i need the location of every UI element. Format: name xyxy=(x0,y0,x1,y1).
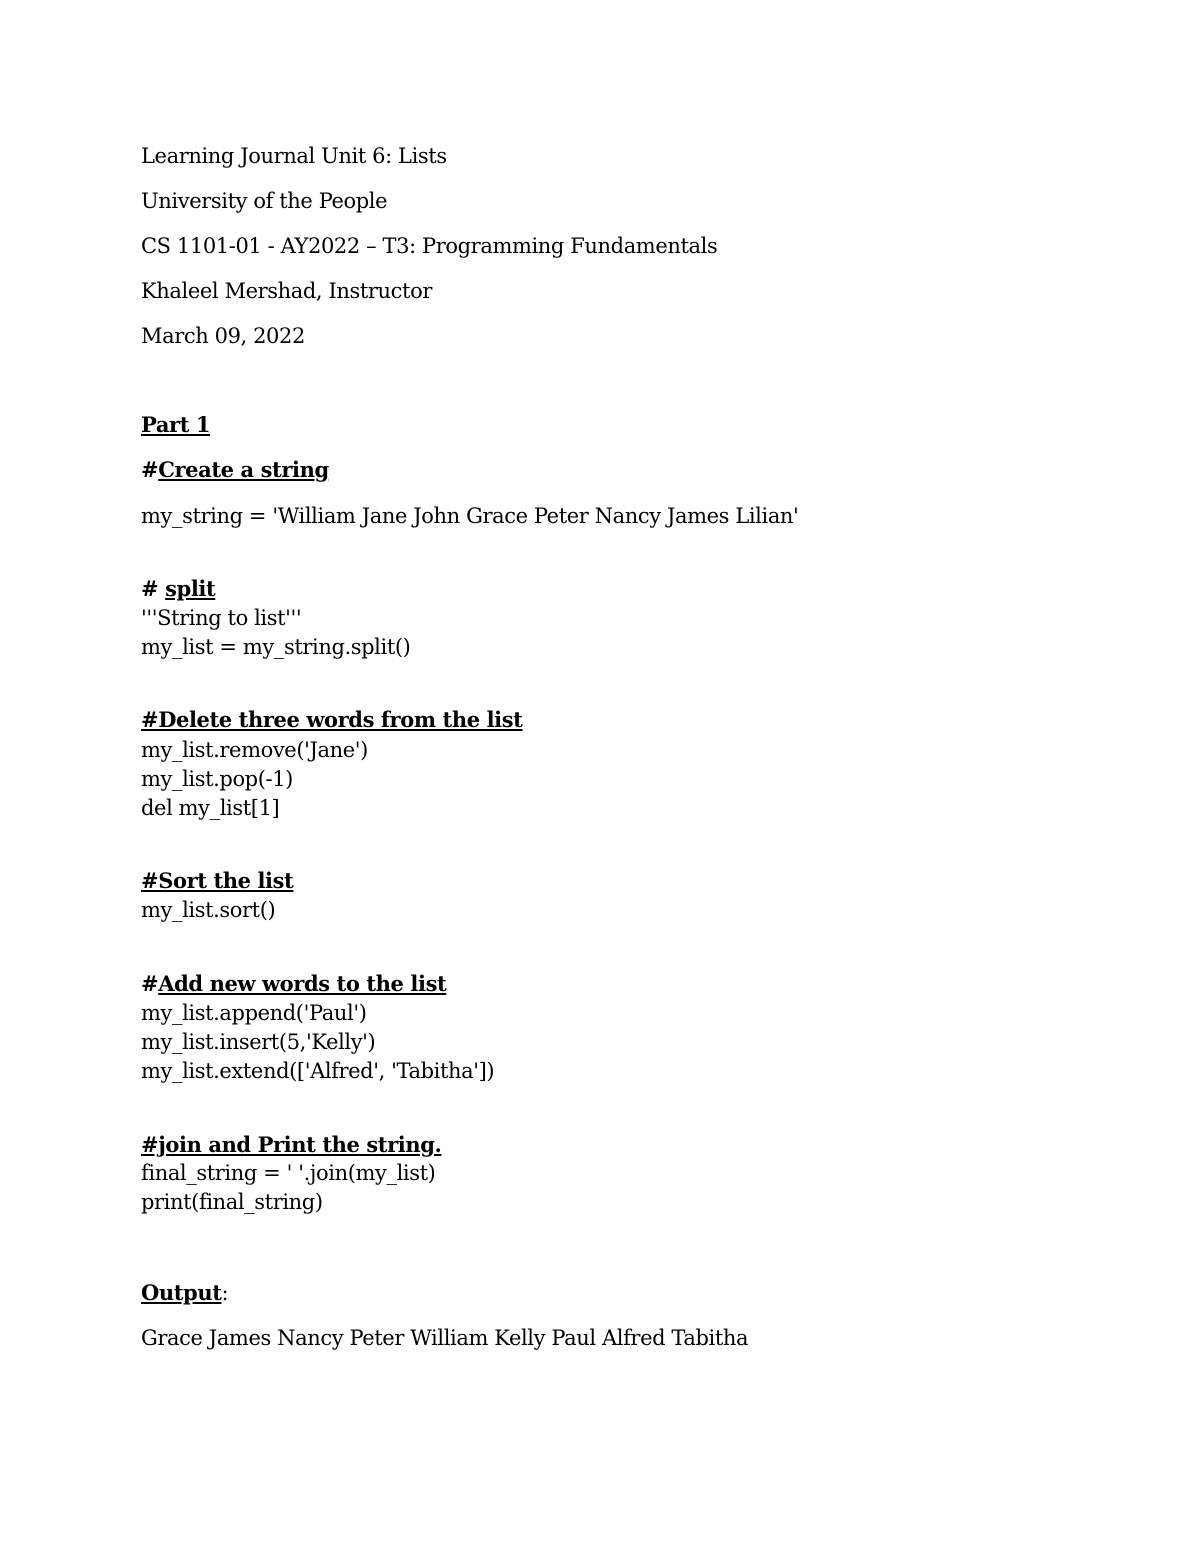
output-colon: : xyxy=(221,1281,229,1305)
course-name: CS 1101-01 - AY2022 – T3: Programming Fundamentals xyxy=(141,234,718,258)
code-line-create: my_string = 'William Jane John Grace Peter Nancy James Lilian' xyxy=(141,504,799,528)
add-hash: # xyxy=(141,971,159,996)
split-label: split xyxy=(165,576,216,601)
code-line-docstring: '''String to list''' xyxy=(141,606,302,630)
code-line-remove: my_list.remove('Jane') xyxy=(141,738,368,762)
output-label: Output xyxy=(141,1280,222,1305)
part1-heading xyxy=(141,412,210,438)
split-hash: # xyxy=(141,576,166,601)
code-line-join: final_string = ' '.join(my_list) xyxy=(141,1161,436,1185)
document-date: March 09, 2022 xyxy=(141,324,305,348)
output-text: Grace James Nancy Peter William Kelly Paul Alfred Tabitha xyxy=(141,1326,749,1350)
delete-label: #Delete three words from the list xyxy=(141,707,523,732)
code-line-extend: my_list.extend(['Alfred', 'Tabitha']) xyxy=(141,1059,495,1083)
code-line-append: my_list.append('Paul') xyxy=(141,1001,367,1025)
add-comment xyxy=(141,971,446,997)
instructor-name: Khaleel Mershad, Instructor xyxy=(141,279,432,303)
create-string-comment xyxy=(141,457,329,483)
join-comment xyxy=(141,1132,441,1158)
create-string-hash: # xyxy=(141,457,159,482)
code-line-del: del my_list[1] xyxy=(141,796,280,820)
code-line-print: print(final_string) xyxy=(141,1190,323,1214)
delete-comment xyxy=(141,707,522,733)
create-string-label: Create a string xyxy=(158,457,329,482)
code-line-split: my_list = my_string.split() xyxy=(141,635,411,659)
sort-comment xyxy=(141,868,293,894)
part1-heading-text: Part 1 xyxy=(141,412,211,437)
split-comment xyxy=(141,576,215,602)
sort-label: #Sort the list xyxy=(141,868,294,893)
output-heading xyxy=(141,1280,228,1306)
code-line-sort: my_list.sort() xyxy=(141,898,276,922)
university-name: University of the People xyxy=(141,189,388,213)
code-line-insert: my_list.insert(5,'Kelly') xyxy=(141,1030,376,1054)
document-title: Learning Journal Unit 6: Lists xyxy=(141,144,447,168)
add-label: Add new words to the list xyxy=(158,971,447,996)
join-label: #join and Print the string. xyxy=(141,1132,442,1157)
code-line-pop: my_list.pop(-1) xyxy=(141,767,293,791)
